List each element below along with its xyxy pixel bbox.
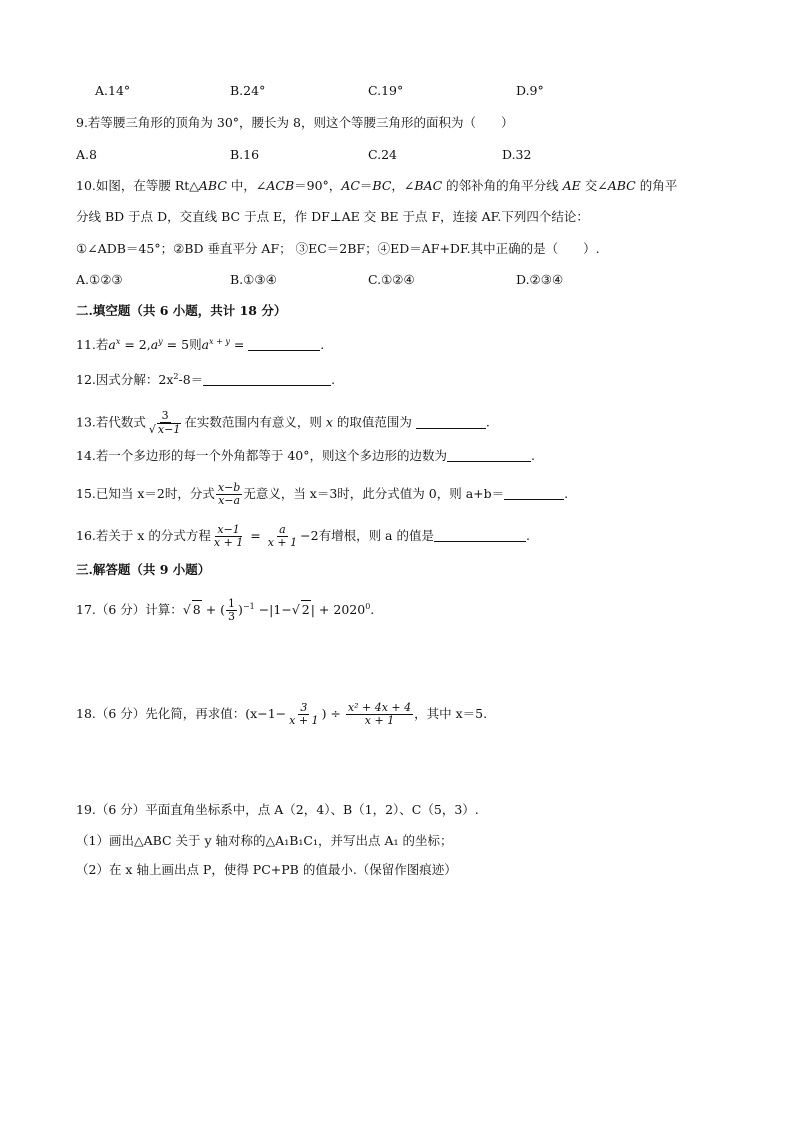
q10-option-a: A.①②③ [76, 272, 123, 287]
q15-fraction: $\frac{x-b}{x-a}$ [217, 481, 241, 507]
q9-option-a: A.8 [76, 147, 97, 162]
q10-line2: 分线 BD 于点 D，交直线 BC 于点 E，作 DF⊥AE 交 BE 于点 F，连接 AF.下列四个结论： [76, 209, 589, 224]
section-3-heading: 三.解答题（共 9 小题） [76, 562, 211, 577]
q18-fraction-1: $\frac{3}{x + 1}$ [289, 701, 319, 727]
q8-option-c: C.19° [368, 83, 404, 98]
q16: 16.若关于 x 的分式方程 $\frac{x-1}{x + 1}$ = $\frac{a}{x + 1}$ −2有增根，则 a 的值是 . [76, 523, 530, 549]
q9-stem: 9.若等腰三角形的顶角为 30°，腰长为 8，则这个等腰三角形的面积为（ ） [76, 115, 514, 130]
q10-option-b: B.①③④ [230, 272, 277, 287]
q13-fraction: $\frac{3}{√ x-1}$ [148, 409, 181, 436]
q16-answer-blank[interactable] [434, 529, 526, 542]
q9-option-d: D.32 [502, 147, 532, 162]
q18: 18.（6 分）先化简，再求值：(x−1− $\frac{3}{x + 1}$ ) ÷ $\frac{\text{x² + 4x + 4}}{x + 1}$ ，其中 x＝5. [76, 701, 488, 727]
q16-fraction-right: $\frac{a}{x + 1}$ [267, 523, 298, 549]
q11: 11.若$a^x = 2,a^y = 5$则$a^{x + y}$ = . [76, 337, 325, 353]
q17-fraction: $\frac{1}{3}$ [228, 597, 236, 624]
q14-answer-blank[interactable] [447, 449, 531, 462]
q18-fraction-2: $\frac{\text{x² + 4x + 4}}{x + 1}$ [347, 701, 412, 727]
q19-stem: 19.（6 分）平面直角坐标系中，点 A（2，4）、B（1，2）、C（5，3）. [76, 802, 479, 817]
q10-line1: 10.如图，在等腰 Rt△ABC 中，∠ACB＝90°，AC＝BC，∠BAC 的邻补角的角平分线 AE 交∠ABC 的角平 [76, 178, 678, 193]
q15-answer-blank[interactable] [504, 487, 564, 500]
q8-option-d: D.9° [516, 83, 544, 98]
q9-option-b: B.16 [230, 147, 260, 162]
section-2-heading: 二.填空题（共 6 小题，共计 18 分） [76, 303, 287, 318]
q13-answer-blank[interactable] [416, 416, 486, 429]
q19-part2: （2）在 x 轴上画出点 P，使得 PC+PB 的值最小.（保留作图痕迹） [76, 862, 457, 877]
q15: 15.已知当 x＝2时，分式 $\frac{x-b}{x-a}$ 无意义，当 x＝3时，此分式值为 0，则 a+b＝ . [76, 481, 569, 507]
q10-option-c: C.①②④ [368, 272, 415, 287]
q19-part1: （1）画出△ABC 关于 y 轴对称的△A₁B₁C₁，并写出点 A₁ 的坐标； [76, 833, 453, 848]
q16-fraction-left: $\frac{x-1}{x + 1}$ [213, 523, 244, 549]
q17: 17.（6 分）计算：√ 8 + ( $\frac{1}{3}$ )$^{-1}$ −|1−√ $2| + 2020^0$. [76, 597, 375, 624]
q12-answer-blank[interactable] [203, 373, 331, 386]
q11-answer-blank[interactable] [248, 338, 320, 351]
q10-line3: ①∠ADB＝45°；②BD 垂直平分 AF； ③EC＝2BF；④ED＝AF+DF.其中正确的是（ ）. [76, 241, 600, 256]
q13: 13.若代数式 $\frac{3}{√ x-1}$ 在实数范围内有意义，则 x 的取值范围为 . [76, 409, 490, 436]
q8-option-a: A.14° [95, 83, 131, 98]
q8-option-b: B.24° [230, 83, 266, 98]
q9-option-c: C.24 [368, 147, 397, 162]
q12: 12.因式分解：$2x^2-8=$ . [76, 372, 336, 388]
q14: 14.若一个多边形的每一个外角都等于 40°，则这个多边形的边数为 . [76, 448, 535, 463]
q10-option-d: D.②③④ [516, 272, 564, 287]
